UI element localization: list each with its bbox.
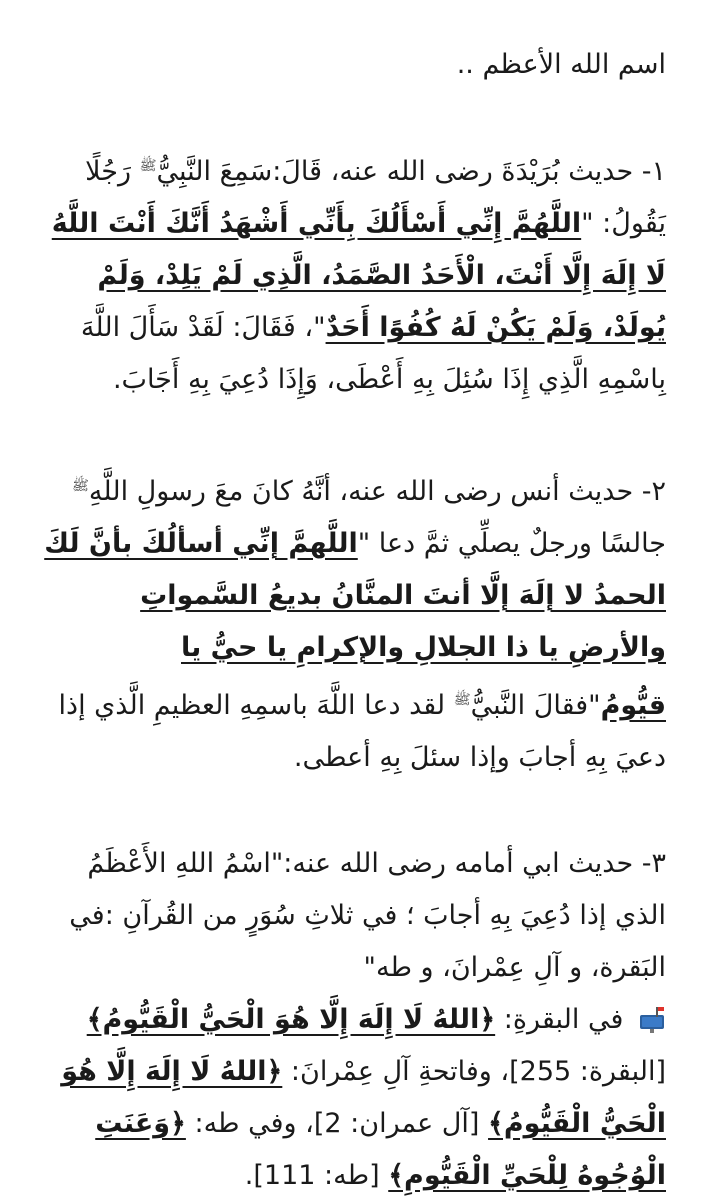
- ayah-taha: ﴿وَعَنَتِ الْوُجُوهُ لِلْحَيِّ الْقَيُّومِ﴾: [95, 1108, 666, 1191]
- hadith-2-intro: ٢- حديث أنس رضى الله عنه، أنَّهُ كانَ معَ رسولِ اللَّهِ: [88, 476, 666, 507]
- hadith-3-intro: ٣- حديث ابي أمامه رضى الله عنه:"اسْمُ اللهِ الأَعْظَمُ الذي إذا دُعِيَ بِهِ أجابَ ؛ في ثلاثِ سُوَرٍ من القُرآنِ :في البَقرة، و آلِ عِمْرانَ، و طه": [69, 848, 666, 983]
- salawat-symbol: ﷺ: [72, 478, 89, 494]
- hadith-2-rest1: "فقالَ النَّبيُّ: [470, 690, 601, 721]
- page-title: اسم الله الأعظم ..: [456, 49, 666, 80]
- hadith-1-intro: ١- حديث بُرَيْدَةَ رضى الله عنه، قَالَ:سَمِعَ النَّبِيُّ: [156, 156, 666, 187]
- baqara-label: في البقرةِ:: [495, 1004, 632, 1035]
- hadith-2-intro2: جالسًا ورجلٌ يصلِّي ثمَّ دعا ": [357, 528, 666, 559]
- ayah-al-imran: ﴿اللهُ لَا إِلَهَ إِلَّا هُوَ الْحَيُّ الْقَيُّومُ﴾: [61, 1056, 666, 1139]
- salawat-symbol: ﷺ: [453, 692, 471, 708]
- ref-al-imran: [آل عمران: 2]، وفي طه:: [185, 1108, 489, 1139]
- hadith-1-dua: اللَّهُمَّ إِنِّي أَسْأَلُكَ بِأَنِّي أَشْهَدُ أَنَّكَ أَنْتَ اللَّهُ لَا إِلَهَ إِلَّا أَنْتَ، الْأَحَدُ الصَّمَدُ، الَّذِي لَمْ يَلِدْ، وَلَمْ يُولَدْ، وَلَمْ يَكُنْ لَهُ كُفُوًا أَحَدٌ: [51, 208, 666, 343]
- hadith-2-rest2: لقد دعا اللَّهَ باسمِهِ العظيمِ الَّذي إذا دعيَ بِهِ أجابَ وإذا سئلَ بِهِ أعطى.: [58, 690, 666, 773]
- hadith-2: [42, 460, 666, 784]
- hadith-3: [42, 838, 666, 1202]
- hadith-1-intro2: رَجُلًا يَقُولُ: ": [85, 156, 666, 239]
- mailbox-icon: [638, 1005, 666, 1033]
- ayah-baqara: ﴿اللهُ لَا إِلَهَ إِلَّا هُوَ الْحَيُّ الْقَيُّومُ﴾: [86, 1004, 496, 1035]
- ref-baqara: [البقرة: 255]، وفاتحةِ آلِ عِمْرانَ:: [282, 1056, 666, 1087]
- hadith-1: [42, 140, 666, 406]
- hadith-2-dua: اللَّهمَّ إنِّي أسألُكَ بأنَّ لَكَ الحمدُ لا إلَهَ إلَّا أنتَ المنَّانُ بديعُ السَّمواتِ والأرضِ يا ذا الجلالِ والإكرامِ يا حيُّ يا قيُّومُ: [44, 528, 666, 721]
- hadith-1-rest: "، فَقَالَ: لَقَدْ سَأَلَ اللَّهَ بِاسْمِهِ الَّذِي إِذَا سُئِلَ بِهِ أَعْطَى، وَإِذَا دُعِيَ بِهِ أَجَابَ.: [80, 312, 666, 395]
- ref-taha: [طه: 111].: [244, 1160, 389, 1191]
- salawat-symbol: ﷺ: [139, 158, 157, 174]
